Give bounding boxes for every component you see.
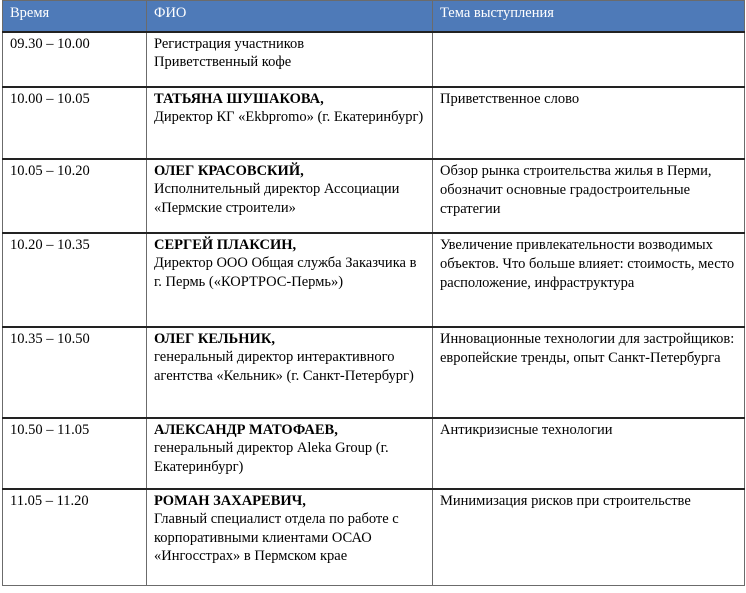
header-name: ФИО: [147, 1, 433, 32]
speaker-role: Директор КГ «Ekbpromo» (г. Екатеринбург): [154, 109, 424, 125]
time-cell: 10.50 – 11.05: [3, 418, 147, 489]
table-row: [3, 87, 745, 159]
name-cell: [147, 233, 433, 327]
speaker-role: Главный специалист отдела по работе с корпоративными клиентами ОСАО «Ингосстрах» в Пермском крае: [154, 511, 399, 564]
speaker-name: ТАТЬЯНА ШУШАКОВА,: [154, 90, 324, 107]
time-cell: 10.35 – 10.50: [3, 327, 147, 418]
speaker-name: ОЛЕГ КЕЛЬНИК,: [154, 330, 275, 347]
speaker-name: РОМАН ЗАХАРЕВИЧ,: [154, 492, 306, 509]
time-cell: 10.20 – 10.35: [3, 233, 147, 327]
speaker-role: генеральный директор интерактивного агентства «Кельник» (г. Санкт-Петербург): [154, 349, 414, 384]
time-cell: 10.00 – 10.05: [3, 87, 147, 159]
time-cell: 10.05 – 10.20: [3, 159, 147, 233]
speaker-role: Директор ООО Общая служба Заказчика в г. Пермь («КОРТРОС-Пермь»): [154, 255, 417, 290]
table-header-row: [3, 1, 745, 32]
header-topic: Тема выступления: [433, 1, 745, 32]
name-cell: [147, 32, 433, 87]
speaker-role: Исполнительный директор Ассоциации «Пермские строители»: [154, 181, 400, 216]
topic-cell: Обзор рынка строительства жилья в Перми, обозначит основные градостроительные стратегии: [433, 159, 745, 233]
table-row: [3, 489, 745, 586]
speaker-name: АЛЕКСАНДР МАТОФАЕВ,: [154, 421, 338, 438]
table-row: [3, 327, 745, 418]
topic-cell: Приветственное слово: [433, 87, 745, 159]
registration-text: Регистрация участников: [154, 35, 305, 52]
topic-cell: Минимизация рисков при строительстве: [433, 489, 745, 586]
name-cell: [147, 489, 433, 586]
table-row: [3, 233, 745, 327]
speaker-name: ОЛЕГ КРАСОВСКИЙ,: [154, 162, 304, 179]
speaker-role: генеральный директор Aleka Group (г. Екатеринбург): [154, 440, 389, 475]
speaker-name: СЕРГЕЙ ПЛАКСИН,: [154, 236, 297, 253]
topic-cell: Увеличение привлекательности возводимых объектов. Что больше влияет: стоимость, место расположение, инфраструктура: [433, 233, 745, 327]
table-row: [3, 32, 745, 87]
topic-cell: [433, 32, 745, 87]
name-cell: [147, 418, 433, 489]
topic-cell: Антикризисные технологии: [433, 418, 745, 489]
time-cell: 09.30 – 10.00: [3, 32, 147, 87]
header-time: Время: [3, 1, 147, 32]
name-cell: [147, 327, 433, 418]
topic-cell: Инновационные технологии для застройщиков: европейские тренды, опыт Санкт-Петербурга: [433, 327, 745, 418]
table-row: [3, 159, 745, 233]
schedule-table: [2, 0, 745, 586]
time-cell: 11.05 – 11.20: [3, 489, 147, 586]
welcome-coffee-text: Приветственный кофе: [154, 54, 292, 70]
name-cell: [147, 159, 433, 233]
table-row: [3, 418, 745, 489]
name-cell: [147, 87, 433, 159]
